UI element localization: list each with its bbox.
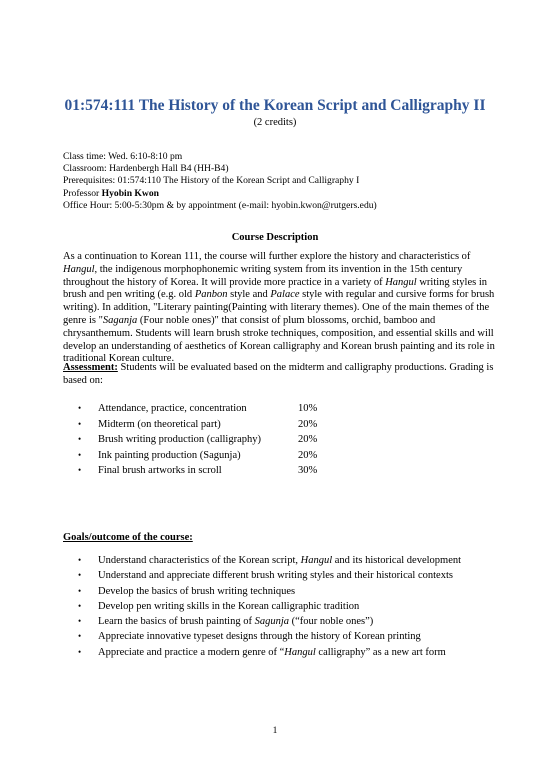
goal-item [78, 599, 461, 614]
goal-item [78, 553, 461, 568]
goal-item [78, 584, 461, 599]
bullet-icon: • [78, 616, 82, 627]
bullet-icon: • [78, 434, 82, 445]
assessment-label: Assessment: [63, 362, 118, 373]
goal-run: calligraphy” as a new art form [315, 646, 446, 658]
prerequisites: Prerequisites: 01:574:110 The History of the Korean Script and Calligraphy I [63, 175, 360, 187]
bullet-icon: • [78, 418, 82, 429]
assessment-text: Students will be evaluated based on the midterm and calligraphy productions. Grading is based on: [63, 362, 494, 386]
goal-run: Understand and appreciate different brush writing styles and their historical contexts [98, 570, 453, 582]
description-run: (Four noble ones)" that consist of plum blossoms, orchid, bamboo and chrysanthemum. Students will learn brush stroke techniques, composition, and essential skills and will develop an understanding of aesthetics of Korean calligraphy and Korean brush painting and its role in traditional Korean culture. [63, 314, 495, 365]
credits-subtitle: (2 credits) [253, 117, 297, 128]
bullet-icon: • [78, 465, 82, 476]
grading-list [78, 401, 317, 479]
goal-item [78, 568, 461, 583]
goals-list [78, 553, 461, 660]
course-info-block [63, 151, 377, 212]
goal-item [78, 614, 461, 629]
grading-item-label: Final brush artworks in scroll [98, 465, 222, 477]
grading-item [78, 463, 317, 479]
bullet-icon: • [78, 585, 82, 596]
grading-item-label: Brush writing production (calligraphy) [98, 434, 262, 446]
bullet-icon: • [78, 631, 82, 642]
course-description-heading: Course Description [231, 232, 319, 243]
goal-item [78, 629, 461, 644]
goal-run: Hangul [300, 555, 333, 566]
description-run: style and [227, 289, 271, 301]
bullet-icon: • [78, 449, 82, 460]
goal-run: Appreciate and practice a modern genre of “ [98, 646, 285, 658]
goal-item [78, 645, 461, 660]
goal-run: Hangul [284, 646, 316, 658]
page-number: 1 [272, 726, 278, 736]
bullet-icon: • [78, 555, 82, 565]
grading-item-weight: 30% [298, 465, 318, 477]
grading-item-weight: 10% [298, 403, 318, 414]
bullet-icon: • [78, 646, 82, 657]
professor-line [63, 188, 377, 200]
grading-item [78, 432, 317, 448]
grading-item-label: Midterm (on theoretical part) [98, 418, 221, 430]
grading-item-weight: 20% [298, 418, 318, 430]
classroom: Classroom: Hardenbergh Hall B4 (HH-B4) [63, 163, 229, 175]
bullet-icon: • [78, 403, 82, 413]
description-run: Saganja [102, 314, 138, 326]
description-run: As a continuation to Korean 111, the course will further explore the history and characteristics of [63, 251, 471, 262]
goal-run: Learn the basics of brush painting of [98, 616, 255, 628]
assessment-paragraph [63, 362, 497, 388]
description-run: writing styles in brush and pen writing (e.g. old [63, 276, 487, 301]
professor-label: Professor [63, 187, 102, 199]
bullet-icon: • [78, 570, 82, 581]
goals-heading: Goals/outcome of the course: [63, 532, 193, 543]
office-hour: Office Hour: 5:00-5:30pm & by appointment (e-mail: hyobin.kwon@rutgers.edu) [63, 199, 377, 211]
description-run: Panbon [194, 289, 228, 301]
goal-run: and its historical development [332, 555, 462, 566]
description-run: Hangul [385, 276, 417, 288]
grading-item [78, 401, 317, 417]
course-description-body [63, 251, 497, 366]
goal-run: Develop the basics of brush writing techniques [98, 585, 296, 597]
grading-item-weight: 20% [298, 449, 318, 461]
goal-run: Sagunja [254, 616, 290, 628]
description-run: Hangul [63, 263, 95, 275]
goal-run: Develop pen writing skills in the Korean calligraphic tradition [98, 600, 360, 612]
course-description-paragraph [63, 251, 497, 366]
grading-item-label: Ink painting production (Sagunja) [98, 449, 241, 461]
class-time: Class time: Wed. 6:10-8:10 pm [63, 151, 183, 162]
bullet-icon: • [78, 600, 82, 611]
description-run: style with regular and cursive forms for brush writing). In addition, "Literary painting(Painting with literary themes). One of the main themes of the genre is " [63, 289, 495, 326]
description-run: , the indigenous morphophonemic writing system from its invention in the 15th century throughout the history of Korea. It will provide more practice in a variety of [63, 263, 463, 288]
professor-name: Hyobin Kwon [101, 187, 159, 199]
grading-item [78, 417, 317, 433]
goal-run: (“four noble ones”) [289, 616, 374, 628]
grading-item [78, 448, 317, 464]
goal-run: Understand characteristics of the Korean script, [98, 555, 301, 566]
description-run: Palace [270, 289, 300, 301]
goal-run: Appreciate innovative typeset designs through the history of Korean printing [98, 631, 421, 643]
grading-item-weight: 20% [298, 434, 318, 446]
page-title: 01:574:111 The History of the Korean Script and Calligraphy II [64, 97, 486, 114]
grading-item-label: Attendance, practice, concentration [98, 403, 247, 414]
